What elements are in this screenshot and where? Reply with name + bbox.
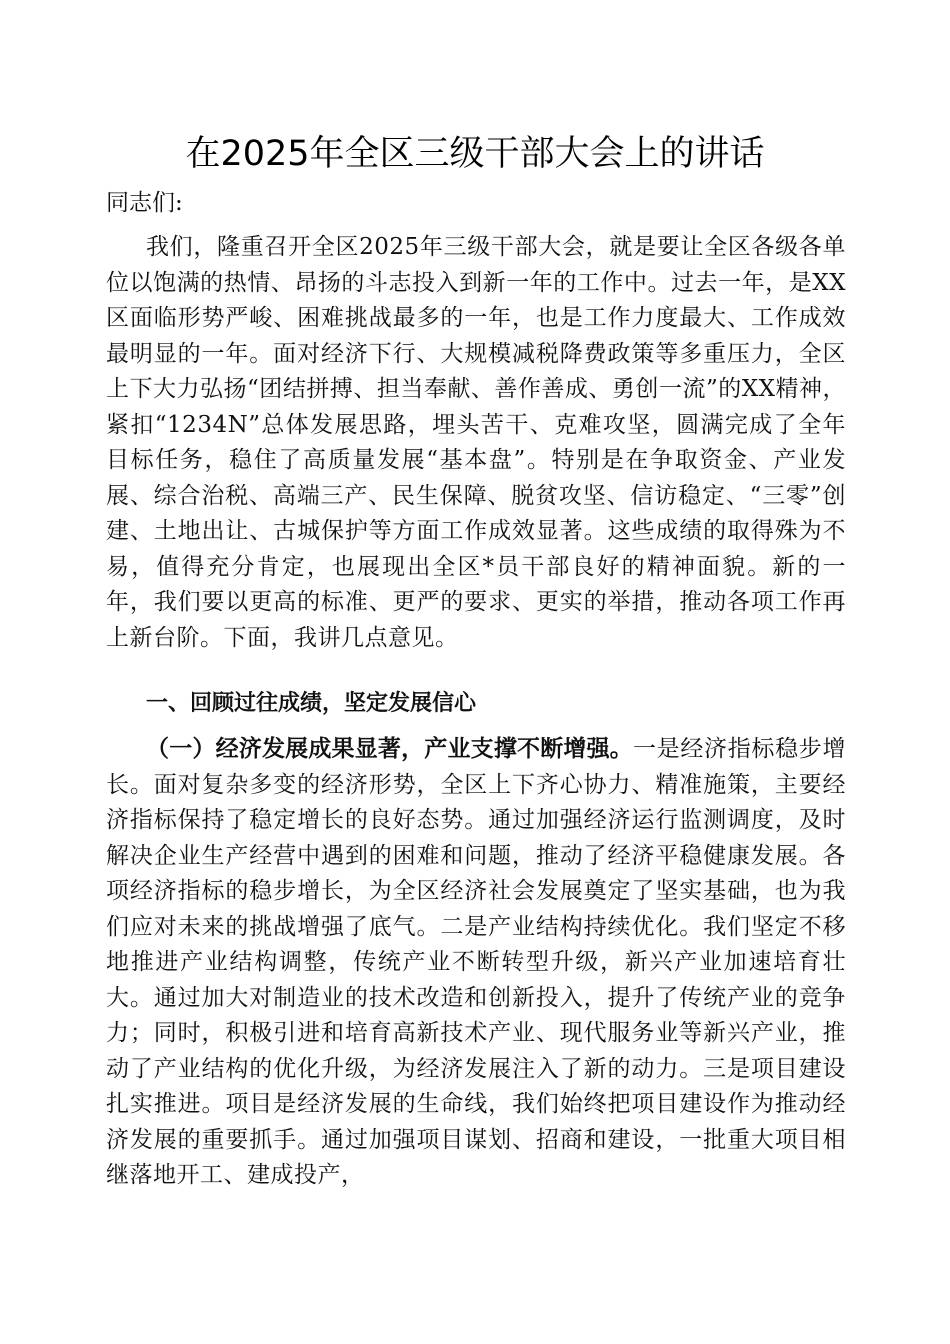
subsection-lead-heading: （一）经济发展成果显著，产业支撑不断增强。 <box>146 736 633 762</box>
document-title: 在2025年全区三级干部大会上的讲话 <box>185 134 765 174</box>
subsection-paragraph-1 <box>106 732 846 1194</box>
subsection-body-text: 一是经济指标稳步增长。面对复杂多变的经济形势，全区上下齐心协力、精准施策，主要经济指标保持了稳定增长的良好态势。通过加强经济运行监测调度，及时解决企业生产经营中遇到的困难和问题，推动了经济平稳健康发展。各项经济指标的稳步增长，为全区经济社会发展奠定了坚实基础，也为我们应对未来的挑战增强了底气。二是产业结构持续优化。我们坚定不移地推进产业结构调整，传统产业不断转型升级，新兴产业加速培育壮大。通过加大对制造业的技术改造和创新投入，提升了传统产业的竞争力；同时，积极引进和培育高新技术产业、现代服务业等新兴产业，推动了产业结构的优化升级，为经济发展注入了新的动力。三是项目建设扎实推进。项目是经济发展的生命线，我们始终把项目建设作为推动经济发展的重要抓手。通过加强项目谋划、招商和建设，一批重大项目相继落地开工、建成投产， <box>106 736 847 1188</box>
section-heading-1: 一、回顾过往成绩，坚定发展信心 <box>146 691 477 716</box>
opening-paragraph: 我们，隆重召开全区2025年三级干部大会，就是要让全区各级各单位以饱满的热情、昂扬的斗志投入到新一年的工作中。过去一年，是XX区面临形势严峻、困难挑战最多的一年，也是工作力度最大、工作成效最明显的一年。面对经济下行、大规模减税降费政策等多重压力，全区上下大力弘扬“团结拼搏、担当奉献、善作善成、勇创一流”的XX精神，紧扣“1234N”总体发展思路，埋头苦干、克难攻坚，圆满完成了全年目标任务，稳住了高质量发展“基本盘”。特别是在争取资金、产业发展、综合治税、高端三产、民生保障、脱贫攻坚、信访稳定、“三零”创建、土地出让、古城保护等方面工作成效显著。这些成绩的取得殊为不易，值得充分肯定，也展现出全区*员干部良好的精神面貌。新的一年，我们要以更高的标准、更严的要求、更实的举措，推动各项工作再上新台阶。下面，我讲几点意见。 <box>106 234 846 651</box>
salutation: 同志们: <box>106 190 183 216</box>
